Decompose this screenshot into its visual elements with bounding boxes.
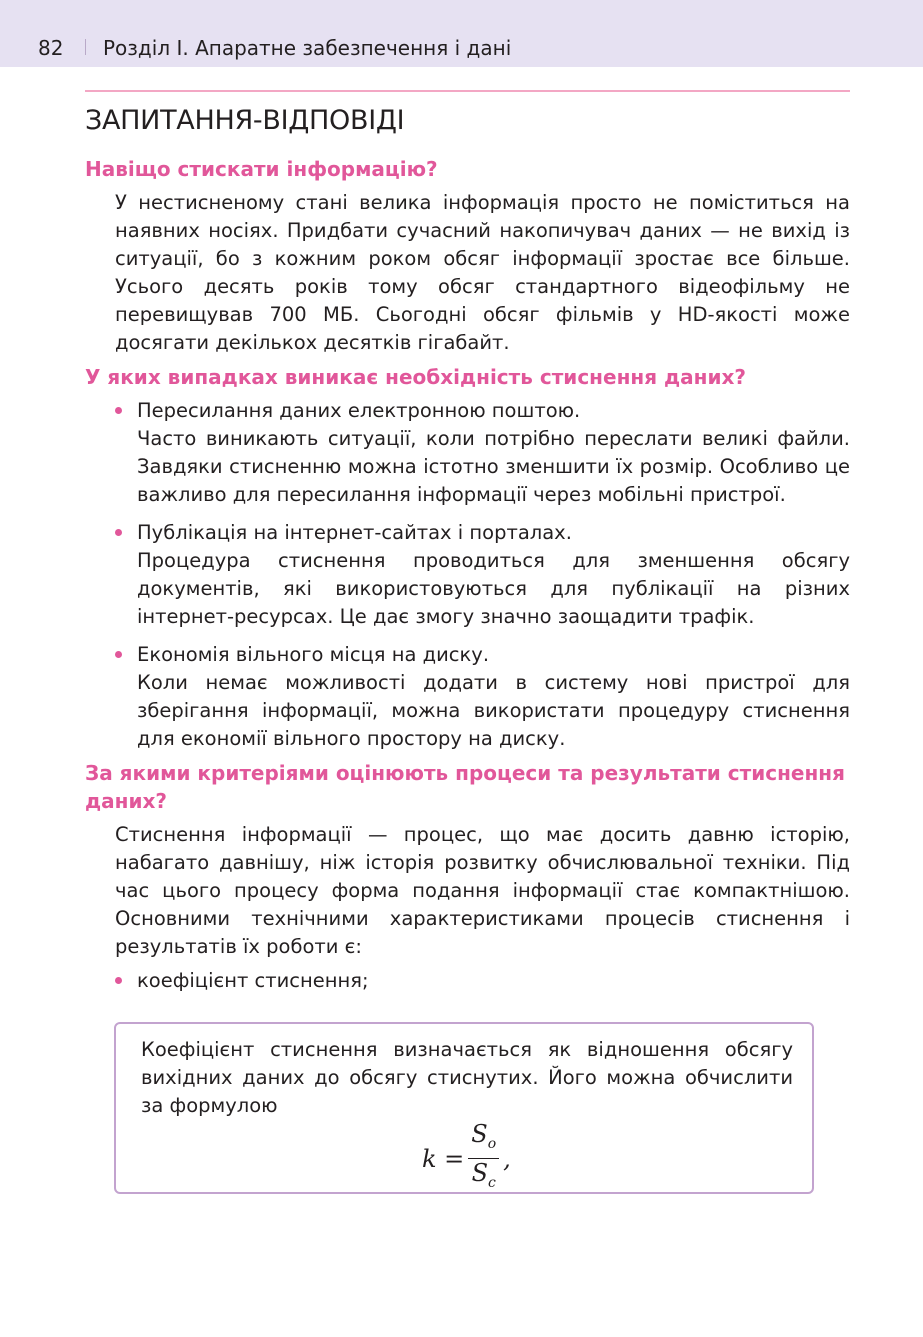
page-title: ЗАПИТАННЯ-ВІДПОВІДІ — [85, 105, 405, 136]
cases-list — [85, 397, 850, 753]
bullet-icon — [115, 977, 122, 984]
answer-3: Стиснення інформації — процес, що має досить давню історію, набагато давнішу, ніж історія розвитку обчислювальної техніки. Під час цього процесу форма подання інформації стає компактнішою. Основними технічними характеристиками процесів стиснення і результатів їх роботи є: — [115, 823, 850, 958]
list-item — [115, 397, 850, 509]
question-2: У яких випадках виникає необхідність стиснення даних? — [85, 365, 746, 389]
bullet-icon — [115, 651, 122, 658]
definition-box — [114, 1022, 814, 1194]
answer-1: У нестисненому стані велика інформація просто не поміститься на наявних носіях. Придбати сучасний накопичувач даних — не вихід із ситуації, бо з кожним роком обсяг інформації зростає все більше. Усього десять років тому обсяг стандартного відеофільму не перевищував 700 МБ. Сьогодні обсяг фільмів у HD-якості може досягати декількох десятків гігабайт. — [115, 191, 850, 354]
bullet-icon — [115, 529, 122, 536]
criteria-list — [85, 967, 850, 995]
denominator: $S_c$ — [471, 1159, 496, 1192]
numerator: $S_o$ — [471, 1120, 497, 1152]
item-title: Публікація на інтернет-сайтах і порталах. — [137, 521, 572, 544]
item-description: Процедура стиснення проводиться для зменшення обсягу документів, які використовуються для публікації на різних інтернет-ресурсах. Це дає змогу значно заощадити трафік. — [137, 549, 850, 628]
list-item — [115, 641, 850, 753]
content — [85, 155, 850, 995]
page-number: 82 — [38, 36, 64, 60]
list-item — [115, 519, 850, 631]
title-divider — [85, 90, 850, 92]
bullet-icon — [115, 407, 122, 414]
item-title: Пересилання даних електронною поштою. — [137, 399, 581, 422]
question-1: Навіщо стискати інформацію? — [85, 157, 438, 181]
list-item — [115, 967, 850, 995]
item-description: Часто виникають ситуації, коли потрібно переслати великі файли. Завдяки стисненню можна істотно зменшити їх розмір. Особливо це важливо для пересилання інформації через мобільні пристрої. — [137, 427, 850, 506]
item-description: Коли немає можливості додати в систему нові пристрої для зберігання інформації, можна використати процедуру стиснення для економії вільного простору на диску. — [137, 671, 850, 750]
question-3: За якими критеріями оцінюють процеси та результати стиснення даних? — [85, 761, 845, 813]
item-title: коефіцієнт стиснення; — [137, 969, 369, 992]
page-header — [0, 0, 923, 67]
definition-text: Коефіцієнт стиснення визначається як відношення обсягу вихідних даних до обсягу стиснутих. Його можна обчислити за формулою — [141, 1038, 793, 1117]
formula-comma: , — [503, 1144, 511, 1173]
section-title: Розділ І. Апаратне забезпечення і дані — [103, 36, 512, 60]
formula-fraction — [468, 1120, 499, 1197]
header-divider — [85, 39, 86, 55]
formula-lhs: k = — [422, 1144, 465, 1173]
compression-formula — [422, 1120, 511, 1197]
item-title: Економія вільного місця на диску. — [137, 643, 490, 666]
